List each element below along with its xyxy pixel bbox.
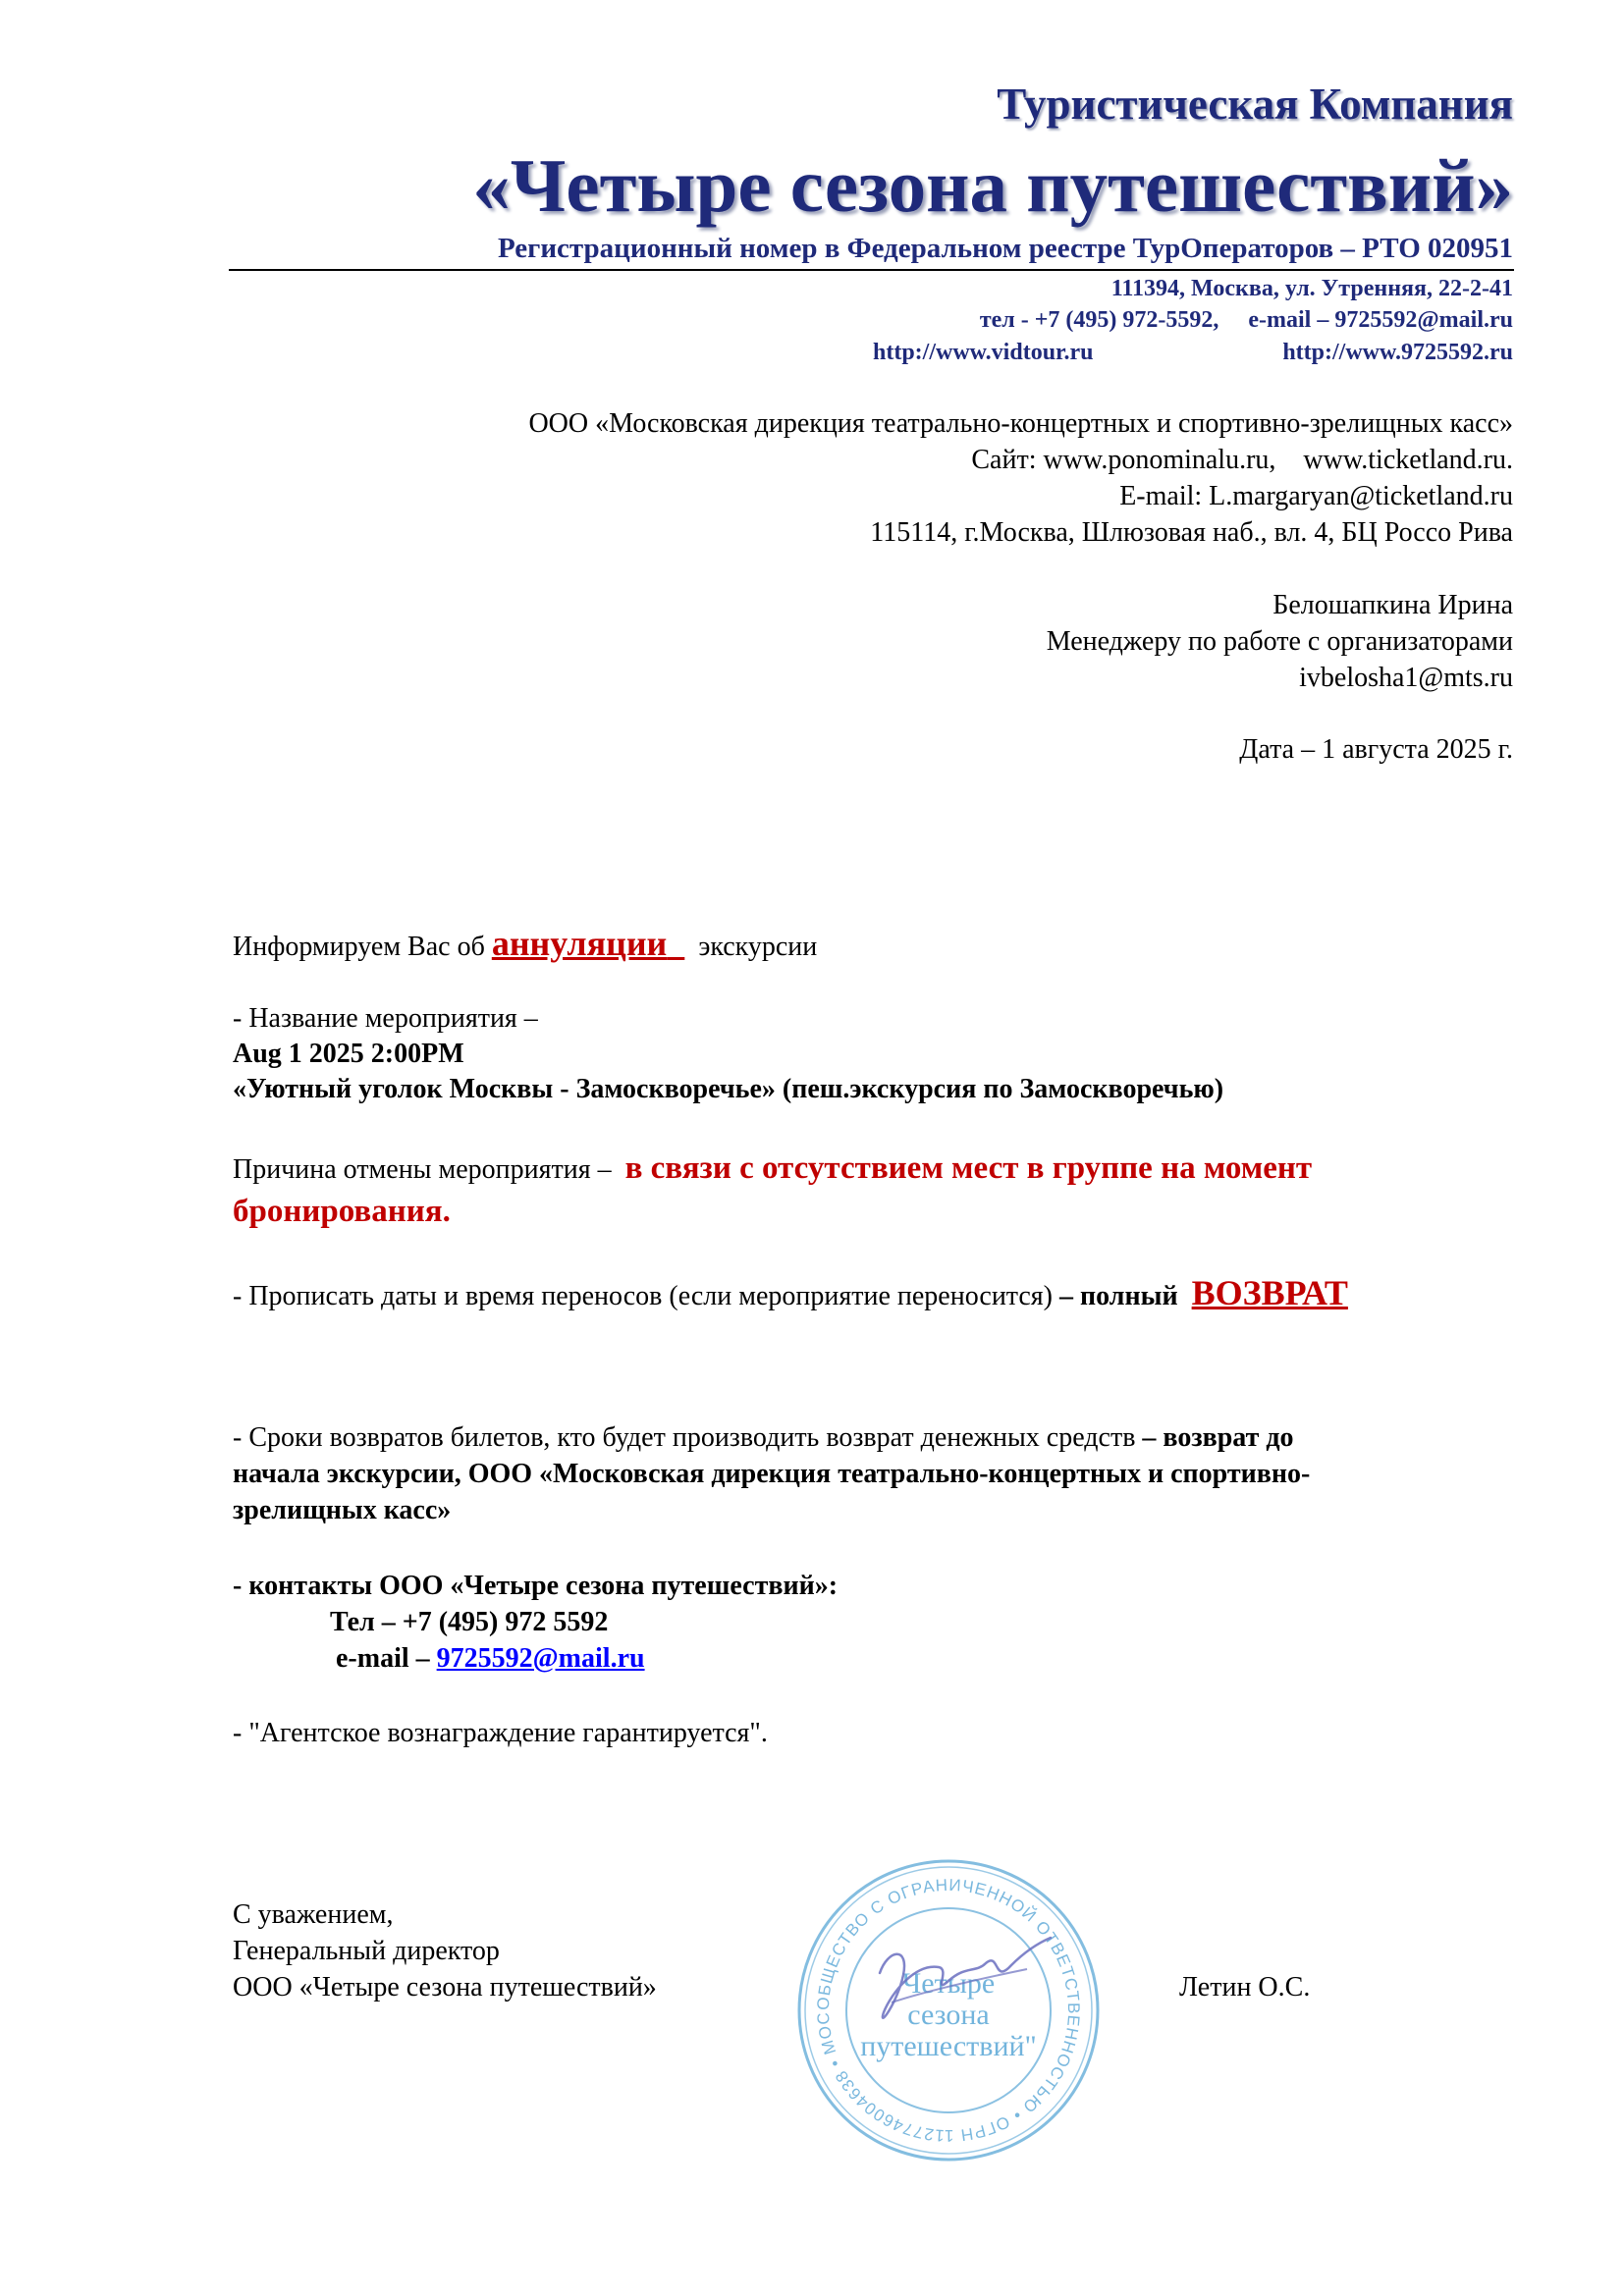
letter-date: Дата – 1 августа 2025 г.	[1239, 734, 1513, 765]
agent-note: - "Агентское вознаграждение гарантируется".	[233, 1718, 768, 1748]
recipient-email: E-mail: L.margaryan@ticketland.ru	[1119, 481, 1513, 511]
stamp-center-2: сезона	[907, 1999, 990, 2031]
inform-suffix: экскурсии	[698, 932, 818, 962]
reason-label: Причина отмены мероприятия –	[233, 1154, 612, 1185]
contacts-email-label: e-mail –	[336, 1643, 430, 1674]
company-email: e-mail – 9725592@mail.ru	[1248, 307, 1513, 333]
recipient-site-1: Сайт: www.ponominalu.ru,	[971, 445, 1276, 475]
terms-line-3: зрелищных касс»	[233, 1495, 452, 1525]
recipient-person: Белошапкина Ирина	[1272, 590, 1513, 620]
registration-number: Регистрационный номер в Федеральном реестре ТурОператоров – РТО 020951	[497, 233, 1513, 264]
recipient-person-email: ivbelosha1@mts.ru	[1299, 663, 1513, 693]
event-title: «Уютный уголок Москвы - Замоскворечье» (пеш.экскурсия по Замоскворечью)	[233, 1074, 1224, 1104]
company-name: «Четыре сезона путешествий»	[472, 143, 1513, 228]
stamp-graphic	[793, 1855, 1104, 2165]
header-divider	[229, 269, 1514, 271]
signer-name: Летин О.С.	[1179, 1972, 1311, 2002]
company-site-2[interactable]: http://www.9725592.ru	[1282, 340, 1513, 365]
company-type: Туристическая Компания	[997, 80, 1513, 129]
recipient-site-2: www.ticketland.ru.	[1303, 445, 1513, 475]
stamp-ring-text: ОБЩЕСТВО С ОГРАНИЧЕННОЙ ОТВЕТСТВЕННОСТЬЮ • ОГРН 1127746004638 • МОС	[813, 1875, 1084, 2146]
terms-line-2: начала экскурсии, ООО «Московская дирекция театрально-концертных и спортивно-	[233, 1459, 1311, 1489]
regards: С уважением,	[233, 1899, 394, 1930]
contacts-label: - контакты ООО «Четыре сезона путешествий»:	[233, 1571, 839, 1601]
reason-text-2: бронирования.	[233, 1194, 451, 1229]
company-phone: тел - +7 (495) 972-5592,	[979, 307, 1219, 333]
refund-word: ВОЗВРАТ	[1191, 1273, 1348, 1312]
reschedule-text: - Прописать даты и время переносов (если мероприятие переносится)	[233, 1281, 1054, 1311]
reschedule-bold: – полный	[1059, 1281, 1178, 1311]
terms-bold-1: – возврат до	[1142, 1422, 1294, 1453]
recipient-sites	[971, 445, 1513, 476]
terms-line-1	[233, 1422, 1294, 1454]
event-label: - Название мероприятия –	[233, 1003, 538, 1034]
signer-org: ООО «Четыре сезона путешествий»	[233, 1972, 657, 2002]
recipient-address: 115114, г.Москва, Шлюзовая наб., вл. 4, БЦ Россо Рива	[870, 517, 1513, 548]
inform-prefix: Информируем Вас об	[233, 932, 485, 962]
recipient-position: Менеджеру по работе с организаторами	[1046, 626, 1513, 657]
reason-line	[233, 1150, 1312, 1187]
signer-title: Генеральный директор	[233, 1936, 500, 1966]
company-contacts-line	[980, 307, 1513, 334]
reason-text-1: в связи с отсутствием мест в группе на момент	[624, 1150, 1313, 1186]
inform-line	[233, 923, 817, 964]
terms-text: - Сроки возвратов билетов, кто будет производить возврат денежных средств	[233, 1422, 1136, 1453]
stamp-center-3: путешествий"	[860, 2030, 1037, 2062]
contacts-email-line	[336, 1643, 645, 1675]
company-stamp	[793, 1855, 1104, 2165]
company-site-1[interactable]: http://www.vidtour.ru	[873, 340, 1094, 365]
reschedule-line	[233, 1272, 1348, 1313]
event-datetime: Aug 1 2025 2:00PM	[233, 1039, 464, 1069]
contacts-phone: Тел – +7 (495) 972 5592	[330, 1607, 609, 1637]
cancellation-highlight: аннуляции	[491, 924, 668, 963]
company-address: 111394, Москва, ул. Утренняя, 22-2-41	[1110, 276, 1513, 301]
contacts-email-link[interactable]: 9725592@mail.ru	[436, 1643, 645, 1674]
stamp-center-1: Четыре	[901, 1967, 996, 2000]
recipient-org: ООО «Московская дирекция театрально-концертных и спортивно-зрелищных касс»	[528, 408, 1513, 439]
